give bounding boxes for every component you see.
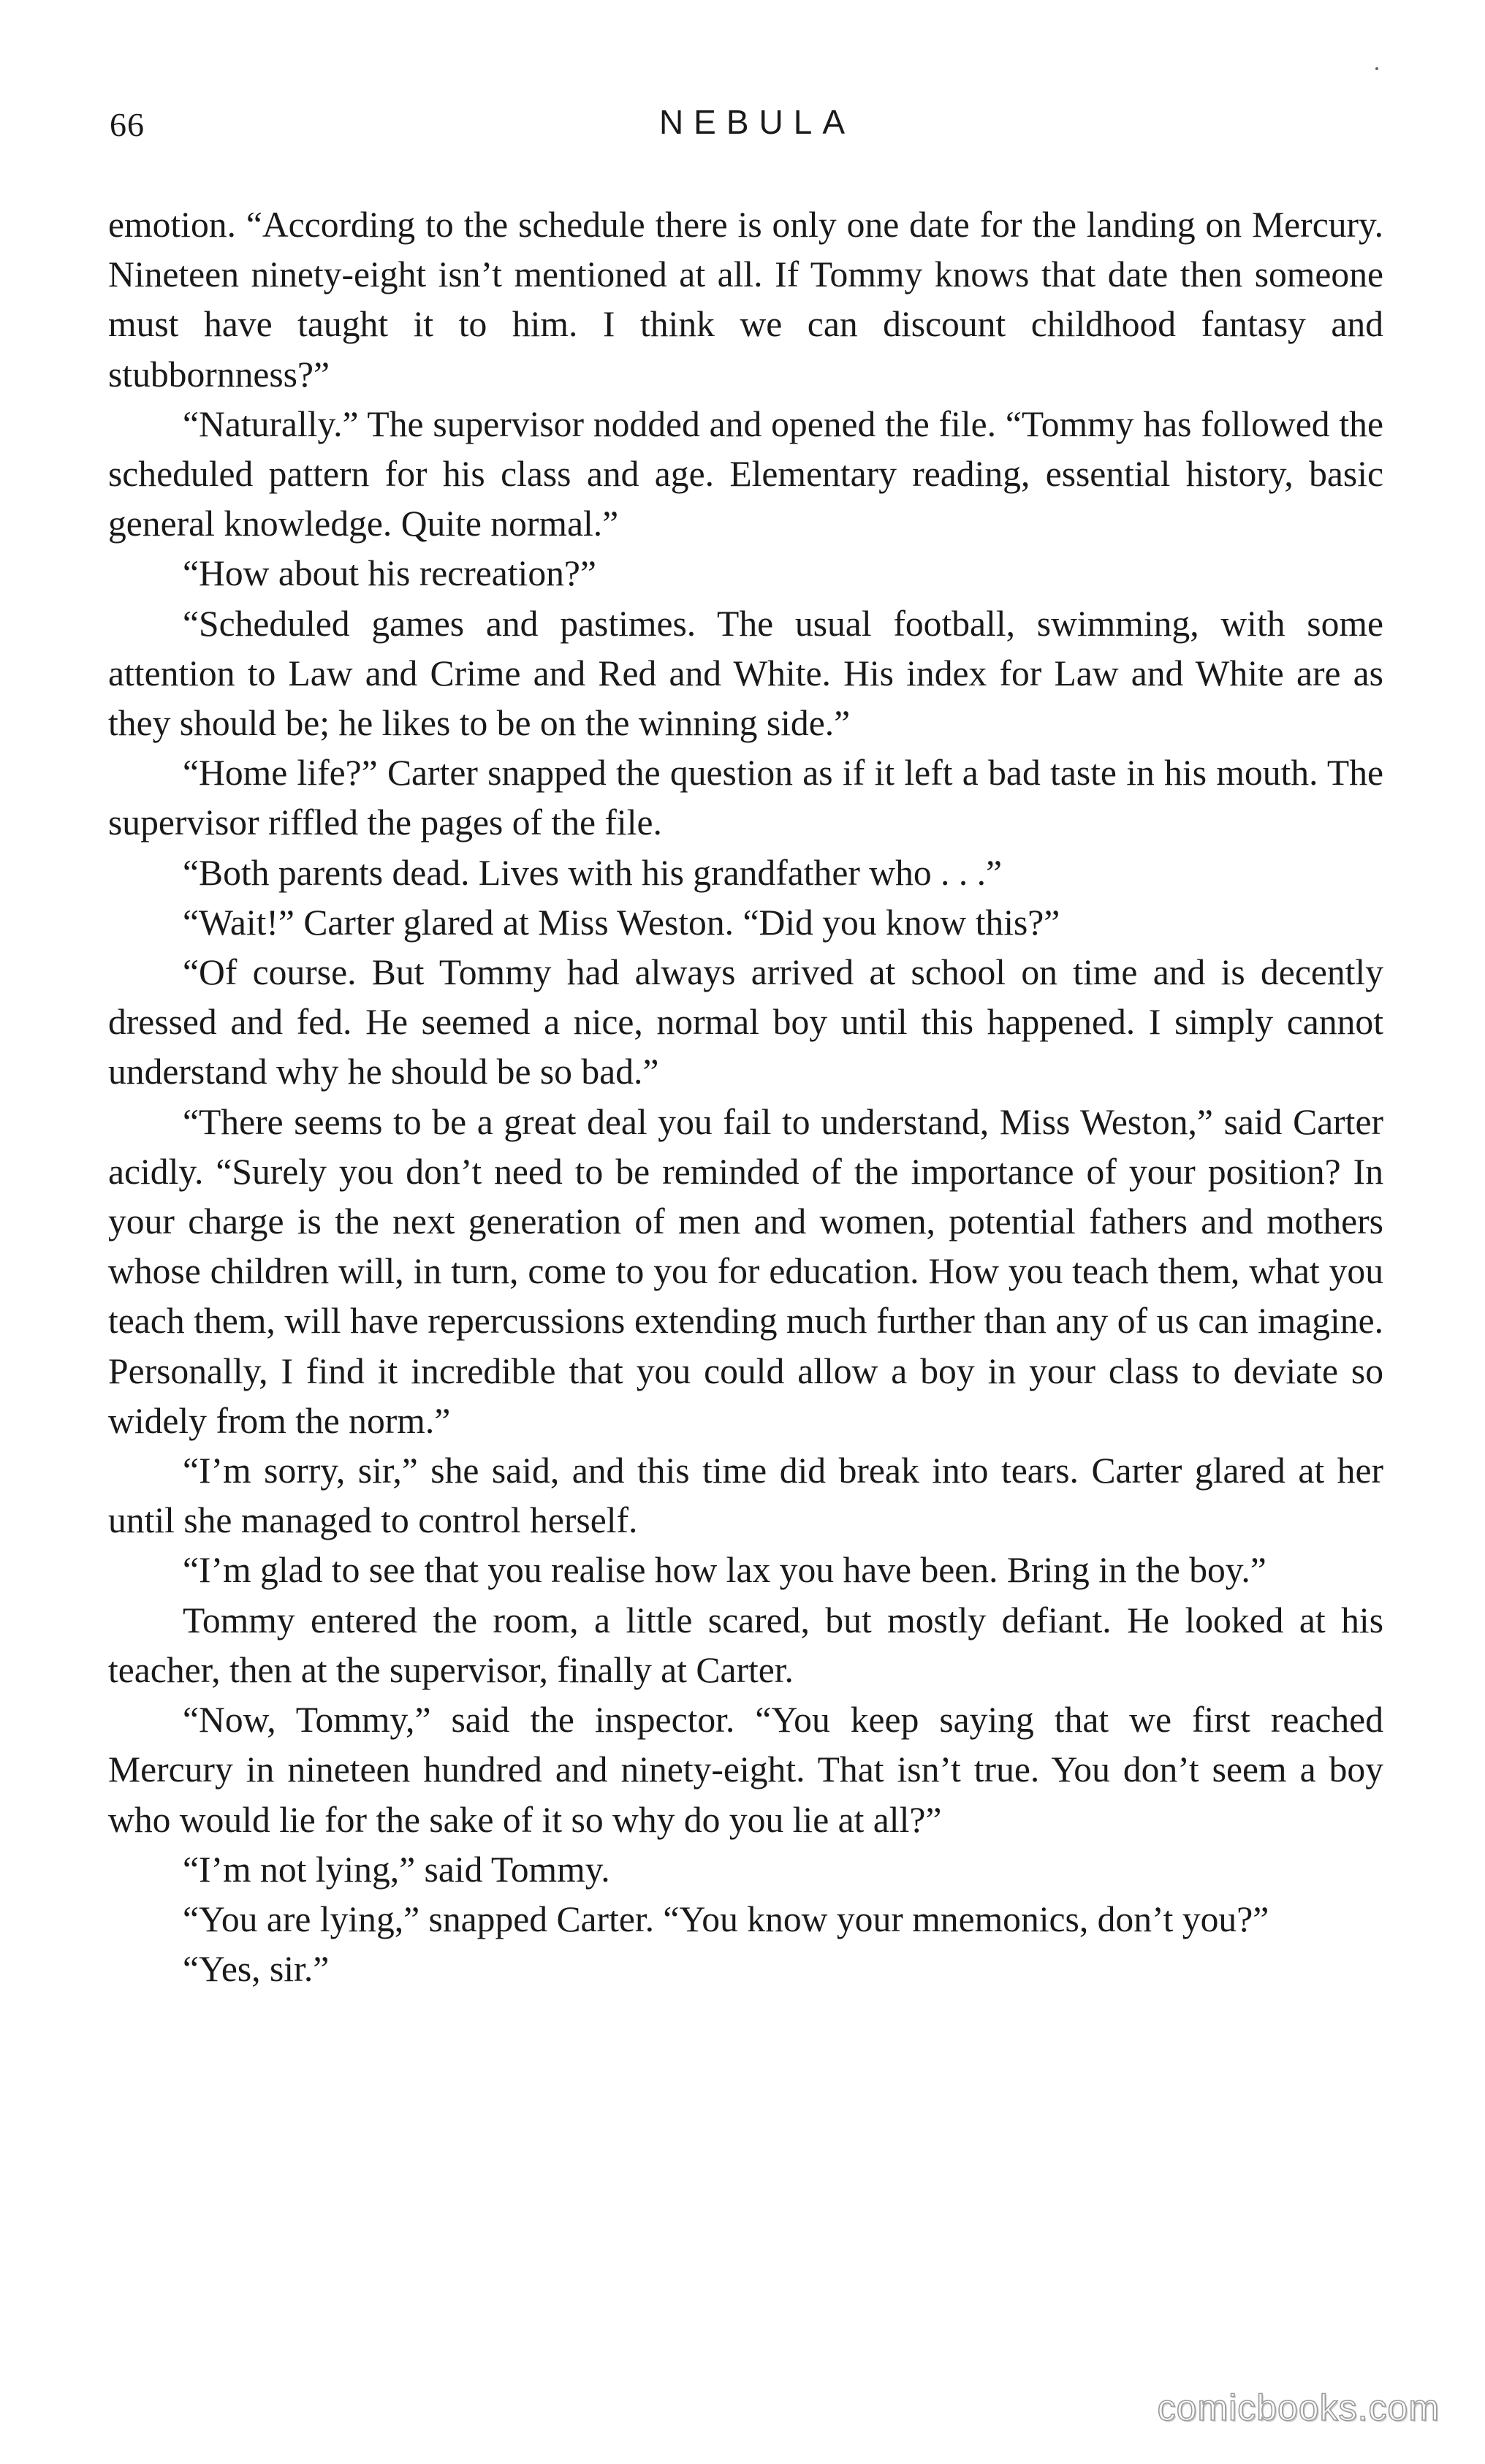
paragraph: “Wait!” Carter glared at Miss Weston. “Did you know this?”: [183, 902, 1060, 943]
paragraph: “How about his recreation?”: [183, 553, 596, 594]
paragraph: “There seems to be a great deal you fail to understand, Miss Weston,” said Carter acidly. “Surely you don’t need to be reminded of the importance of your position? In your charge is the next generation of men and women, potential fathers and mothers whose children will, in turn, come to you for education. How you teach them, what you teach them, will have repercussions extending much further than any of us can imagine. Personally, I find it incredible that you could allow a boy in your class to deviate so widely from the norm.”: [108, 1101, 1383, 1441]
running-title: NEBULA: [658, 103, 856, 141]
paragraph: “Scheduled games and pastimes. The usual football, swimming, with some attention to Law and Crime and Red and White. His index for Law and White are as they should be; he likes to be on the winning side.”: [108, 603, 1383, 744]
paragraph: “Both parents dead. Lives with his grandfather who . . .”: [183, 852, 1003, 893]
paragraph: “Yes, sir.”: [183, 1949, 330, 1990]
paragraph: “I’m not lying,” said Tommy.: [183, 1849, 610, 1890]
paragraph: “Naturally.” The supervisor nodded and opened the file. “Tommy has followed the scheduled pattern for his class and age. Elementary reading, essential history, basic general knowledge. Quite normal.”: [108, 403, 1383, 544]
paragraph: “You are lying,” snapped Carter. “You know your mnemonics, don’t you?”: [183, 1898, 1269, 1939]
paragraph: Tommy entered the room, a little scared, but mostly defiant. He looked at his teacher, then at the supervisor, finally at Carter.: [108, 1600, 1383, 1690]
watermark-logo: comicbooks.com: [1157, 2387, 1440, 2428]
page-header: [0, 95, 1485, 153]
paragraph: “Now, Tommy,” said the inspector. “You keep saying that we first reached Mercury in nineteen hundred and ninety-eight. That isn’t true. You don’t seem a boy who would lie for the sake of it so why do you lie at all?”: [108, 1700, 1383, 1840]
print-speck: [1375, 67, 1378, 70]
paragraph: emotion. “According to the schedule there is only one date for the landing on Mercury. Nineteen ninety-eight isn’t mentioned at all. If Tommy knows that date then someone must have taught it to him. I think we can discount childhood fantasy and stubbornness?”: [108, 205, 1383, 395]
page-number: 66: [110, 106, 145, 143]
paragraph: “Home life?” Carter snapped the question as if it left a bad taste in his mouth. The supervisor riffled the pages of the file.: [108, 753, 1383, 843]
body-text: [108, 200, 1383, 1994]
paragraph: “Of course. But Tommy had always arrived at school on time and is decently dressed and fed. He seemed a nice, normal boy until this happened. I simply cannot understand why he should be so bad.”: [108, 952, 1383, 1092]
paragraph: “I’m sorry, sir,” she said, and this time did break into tears. Carter glared at her until she managed to control herself.: [108, 1450, 1383, 1541]
paragraph: “I’m glad to see that you realise how lax you have been. Bring in the boy.”: [183, 1550, 1266, 1591]
